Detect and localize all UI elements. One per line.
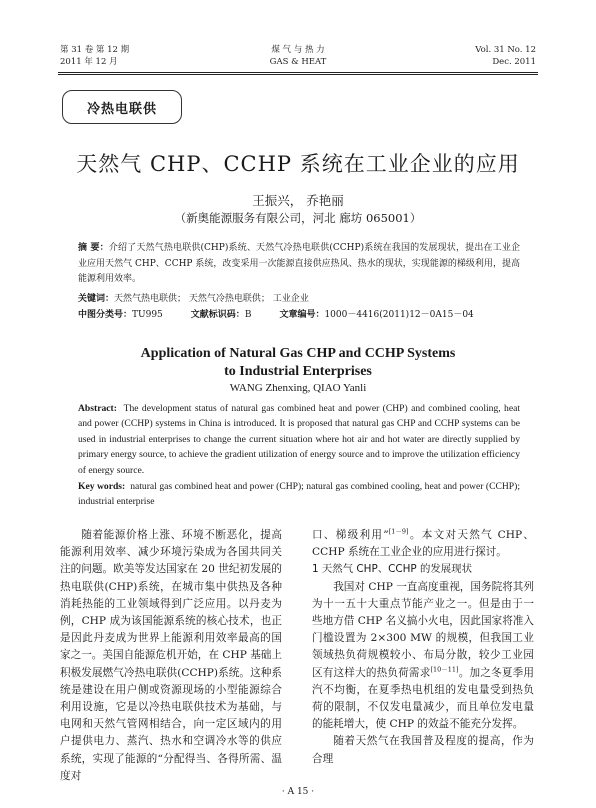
document-code-value: B	[244, 310, 252, 320]
intro-continuation-text: 口、梯级利用”	[312, 529, 389, 541]
keywords-cn-label: 关键词：	[78, 294, 115, 304]
abstract-en-label: Abstract:	[78, 403, 117, 414]
keywords-cn	[78, 292, 520, 306]
header-date-line: 2011 年 12 月	[60, 57, 118, 67]
body-column-left	[60, 527, 282, 785]
affiliation-cn: （新奥能源服务有限公司，河北 廊坊 065001）	[174, 211, 422, 225]
classification-row	[78, 308, 520, 322]
abstract-cn-text: 介绍了天然气热电联供(CHP)系统、天然气冷热电联供(CCHP)系统在我国的发展现状，提出在工业企业应用天然气 CHP、CCHP 系统，改变采用一次能源直接供应热风、热水的现状，实现能源的梯级利用，提高能源利用效率。	[78, 243, 521, 284]
article-title-en	[0, 345, 596, 381]
keywords-en	[78, 479, 520, 510]
clc-number	[78, 308, 163, 322]
header-rule	[58, 72, 538, 73]
header-volume-en-line: Vol. 31 No. 12	[475, 45, 536, 55]
abstract-cn	[78, 241, 520, 288]
abstract-en	[78, 401, 520, 478]
page-number: · A 15 ·	[281, 787, 315, 797]
intro-paragraph: 随着能源价格上涨、环境不断恶化，提高能源利用效率、减少环境污染成为各国共同关注的问题。欧美等发达国家在 20 世纪初发展的热电联供(CHP)系统，在城市集中供热及各种消耗热能的工业领域得到广泛应用。以丹麦为例，CHP 成为该国能源系统的核心技术，也正是因此丹麦成为世界上能源利用效率最高的国家之一。美国自能源危机开始，在 CHP 基础上积极发展燃气冷热电联供(CCHP)系统。这种系统是建设在用户侧或资源现场的小型能源综合利用设施，它是以冷热电联供技术为基础，与电网和天然气管网相结合，向一定区域内的用户提供电力、蒸汽、热水和空调冷水等的供应系统，实现了能源的“分配得当、各得所需、温度对	[60, 529, 282, 782]
header-volume-en	[475, 44, 536, 68]
section-heading-1: 1 天然气 CHP、CCHP 的发展现状	[312, 563, 472, 576]
keywords-en-text: natural gas combined heat and power (CHP); natural gas combined cooling, heat and power (CCHP); industrial enterprise	[78, 481, 520, 508]
authors-en: WANG Zhenxing, QIAO Yanli	[229, 382, 367, 394]
keywords-en-label: Key words:	[78, 481, 126, 492]
section1-paragraph1-rest: 。加之冬夏季用汽不均衡，在夏季热电机组的发电量受到热负荷的限制，不仅发电量减少，而且单位发电量的能耗增大，使 CHP 的效益不能充分发挥。	[312, 666, 535, 731]
article-title-cn: 天然气 CHP、CCHP 系统在工业企业的应用	[76, 152, 520, 176]
header-date-en-line: Dec. 2011	[492, 57, 536, 67]
section1-paragraph1-text: 我国对 CHP 一直高度重视，国务院将其列为十一五十大重点节能产业之一。但是由于一些地方借 CHP 名义搞小火电，因此国家将准入门槛设置为 2×300 MW 的规模，但我国工业领域热负荷规模较小、布局分散，较少工业园区有这样大的热负荷需求	[312, 580, 534, 679]
header-volume-line: 第 31 卷 第 12 期	[60, 45, 130, 55]
body-column-right	[312, 527, 534, 768]
clc-label: 中图分类号：	[78, 310, 133, 320]
intro-continuation-rest: 。本文对天然气 CHP、CCHP 系统在工业企业的应用进行探讨。	[312, 529, 534, 559]
header-journal-en: GAS & HEAT	[269, 57, 327, 67]
header-rule-thin	[58, 74, 538, 75]
column-tag: 冷热电联供	[62, 90, 182, 124]
document-code-label: 文献标识码：	[190, 310, 245, 320]
citation-ref: [10－11]	[430, 665, 459, 674]
citation-ref: [1－9]	[388, 527, 409, 536]
clc-value: TU995	[132, 310, 163, 320]
article-title-en-line1: Application of Natural Gas CHP and CCHP Systems	[140, 346, 456, 361]
article-number	[279, 308, 473, 322]
authors-cn: 王振兴， 乔艳丽	[252, 193, 344, 208]
header-journal-cn: 煤 气 与 热 力	[271, 45, 325, 55]
article-number-value: 1000－4416(2011)12－0A15－04	[324, 310, 474, 320]
article-number-label: 文章编号：	[279, 310, 325, 320]
keywords-cn-text: 天然气热电联供； 天然气冷热电联供； 工业企业	[114, 294, 309, 304]
section1-paragraph2: 随着天然气在我国普及程度的提高，作为合理	[312, 735, 534, 765]
section1-paragraph1	[312, 579, 534, 734]
article-title-en-line2: to Industrial Enterprises	[224, 364, 372, 379]
abstract-en-text: The development status of natural gas combined heat and power (CHP) and combined cooling, heat and power (CCHP) systems in China is introduced. It is proposed that natural gas CHP and CCHP systems can be used in industrial enterprises to change the current situation where hot air and hot water are directly supplied by primary energy source, to achieve the gradient utilization of energy source and to improve the utilization efficiency of energy source.	[78, 403, 521, 476]
intro-continuation	[312, 527, 534, 561]
abstract-cn-label: 摘 要：	[78, 243, 109, 253]
document-code	[191, 308, 252, 322]
